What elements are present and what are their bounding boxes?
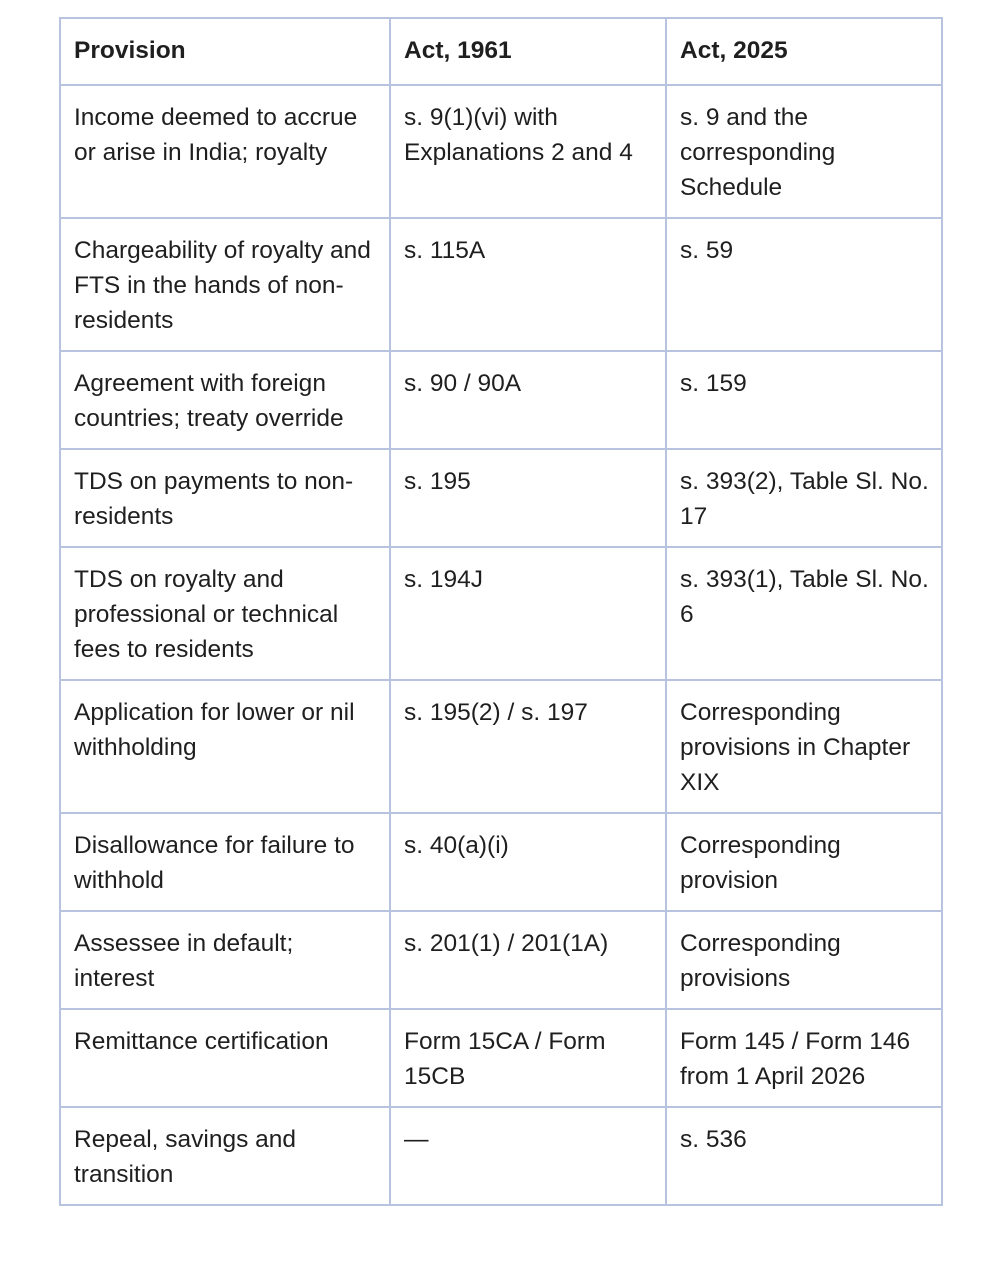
act-1961-cell: s. 115A [390,218,666,351]
act-1961-cell: s. 40(a)(i) [390,813,666,911]
provisions-table [59,17,943,1206]
provision-cell: Assessee in default; interest [60,911,390,1009]
table-row [60,911,942,1009]
table-row [60,85,942,218]
header-act-2025: Act, 2025 [666,18,942,85]
table-row [60,1009,942,1107]
act-1961-cell: s. 90 / 90A [390,351,666,449]
act-1961-cell: s. 195 [390,449,666,547]
act-2025-cell: Corresponding provision [666,813,942,911]
provision-cell: Application for lower or nil withholding [60,680,390,813]
table-row [60,813,942,911]
provision-cell: Disallowance for failure to withhold [60,813,390,911]
header-act-1961: Act, 1961 [390,18,666,85]
provision-cell: Income deemed to accrue or arise in India; royalty [60,85,390,218]
provision-cell: Repeal, savings and transition [60,1107,390,1205]
act-1961-cell: Form 15CA / Form 15CB [390,1009,666,1107]
table-row [60,680,942,813]
act-1961-cell: s. 195(2) / s. 197 [390,680,666,813]
act-2025-cell: s. 59 [666,218,942,351]
act-1961-cell: s. 194J [390,547,666,680]
act-2025-cell: s. 393(1), Table Sl. No. 6 [666,547,942,680]
table-row [60,449,942,547]
table-row [60,351,942,449]
provision-cell: Chargeability of royalty and FTS in the hands of non-residents [60,218,390,351]
act-1961-cell: s. 9(1)(vi) with Explanations 2 and 4 [390,85,666,218]
table-row [60,1107,942,1205]
act-1961-cell: s. 201(1) / 201(1A) [390,911,666,1009]
act-2025-cell: Corresponding provisions in Chapter XIX [666,680,942,813]
table-row [60,547,942,680]
provision-cell: TDS on royalty and professional or technical fees to residents [60,547,390,680]
provision-cell: Remittance certification [60,1009,390,1107]
act-2025-cell: s. 159 [666,351,942,449]
header-provision: Provision [60,18,390,85]
act-2025-cell: s. 9 and the corresponding Schedule [666,85,942,218]
table-header-row [60,18,942,85]
act-2025-cell: s. 393(2), Table Sl. No. 17 [666,449,942,547]
act-2025-cell: Form 145 / Form 146 from 1 April 2026 [666,1009,942,1107]
act-2025-cell: Corresponding provisions [666,911,942,1009]
table-row [60,218,942,351]
provision-cell: TDS on payments to non-residents [60,449,390,547]
provision-cell: Agreement with foreign countries; treaty override [60,351,390,449]
act-2025-cell: s. 536 [666,1107,942,1205]
act-1961-cell: — [390,1107,666,1205]
